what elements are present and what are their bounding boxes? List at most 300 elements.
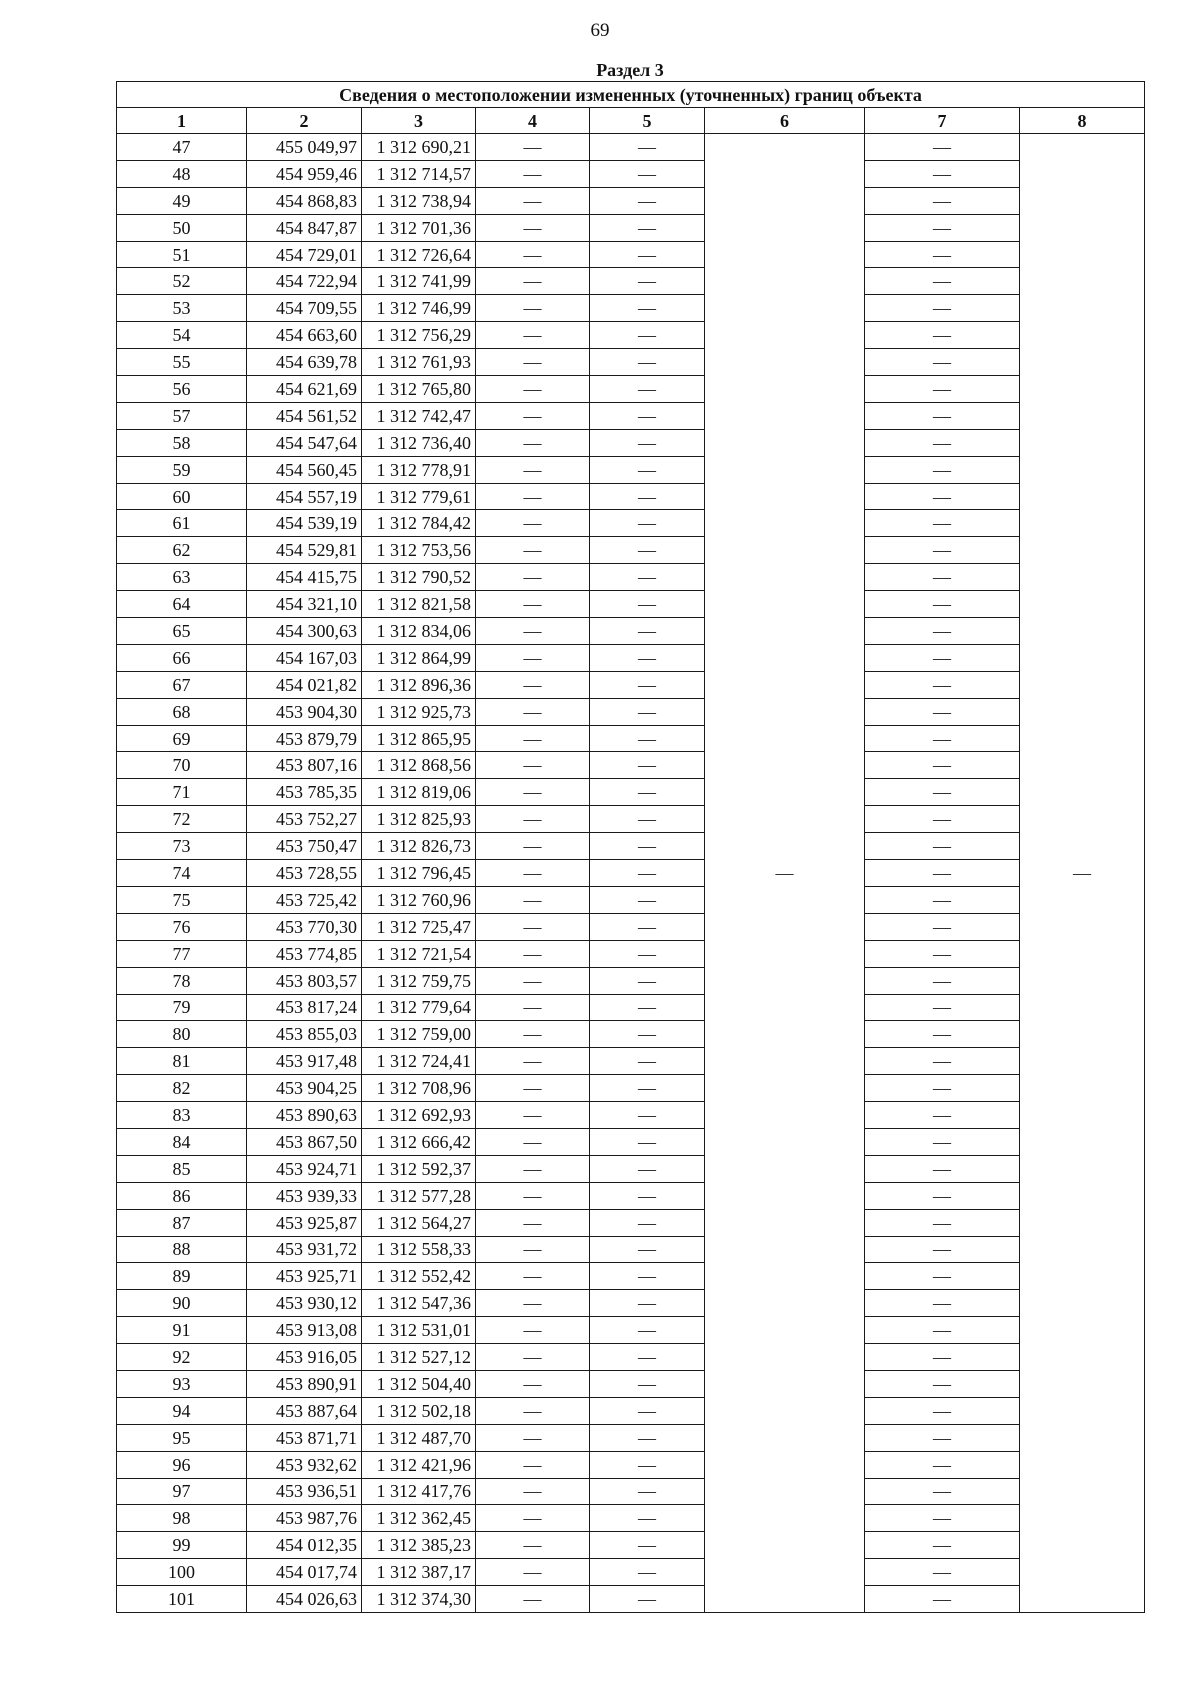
col4-dash-cell: — <box>476 134 590 161</box>
col4-dash-cell: — <box>476 564 590 591</box>
column-header: 2 <box>247 108 362 134</box>
col4-dash-cell: — <box>476 160 590 187</box>
point-number-cell: 99 <box>117 1532 247 1559</box>
col5-dash-cell: — <box>590 134 705 161</box>
col5-dash-cell: — <box>590 1102 705 1129</box>
col7-dash-cell: — <box>865 214 1020 241</box>
point-number-cell: 78 <box>117 967 247 994</box>
point-number-cell: 98 <box>117 1505 247 1532</box>
col5-dash-cell: — <box>590 1021 705 1048</box>
table-row <box>117 1559 1145 1586</box>
x-coordinate-cell: 454 017,74 <box>247 1559 362 1586</box>
table-row <box>117 429 1145 456</box>
point-number-cell: 83 <box>117 1102 247 1129</box>
col5-dash-cell: — <box>590 940 705 967</box>
col7-dash-cell: — <box>865 1182 1020 1209</box>
y-coordinate-cell: 1 312 385,23 <box>362 1532 476 1559</box>
col4-dash-cell: — <box>476 644 590 671</box>
point-number-cell: 56 <box>117 376 247 403</box>
point-number-cell: 51 <box>117 241 247 268</box>
col4-dash-cell: — <box>476 1532 590 1559</box>
col5-dash-cell: — <box>590 1370 705 1397</box>
page-number: 69 <box>590 20 610 41</box>
table-row <box>117 725 1145 752</box>
col4-dash-cell: — <box>476 1102 590 1129</box>
col4-dash-cell: — <box>476 618 590 645</box>
col7-dash-cell: — <box>865 322 1020 349</box>
col5-dash-cell: — <box>590 456 705 483</box>
table-row <box>117 1317 1145 1344</box>
col4-dash-cell: — <box>476 994 590 1021</box>
point-number-cell: 71 <box>117 779 247 806</box>
x-coordinate-cell: 454 026,63 <box>247 1586 362 1613</box>
y-coordinate-cell: 1 312 826,73 <box>362 833 476 860</box>
col5-dash-cell: — <box>590 1451 705 1478</box>
point-number-cell: 100 <box>117 1559 247 1586</box>
col5-dash-cell: — <box>590 644 705 671</box>
x-coordinate-cell: 453 725,42 <box>247 886 362 913</box>
x-coordinate-cell: 454 959,46 <box>247 160 362 187</box>
col5-dash-cell: — <box>590 994 705 1021</box>
col5-dash-cell: — <box>590 1424 705 1451</box>
point-number-cell: 96 <box>117 1451 247 1478</box>
col4-dash-cell: — <box>476 1344 590 1371</box>
point-number-cell: 94 <box>117 1397 247 1424</box>
x-coordinate-cell: 453 879,79 <box>247 725 362 752</box>
y-coordinate-cell: 1 312 502,18 <box>362 1397 476 1424</box>
col5-dash-cell: — <box>590 752 705 779</box>
point-number-cell: 85 <box>117 1155 247 1182</box>
col7-dash-cell: — <box>865 671 1020 698</box>
col5-dash-cell: — <box>590 537 705 564</box>
table-row <box>117 1236 1145 1263</box>
point-number-cell: 91 <box>117 1317 247 1344</box>
col7-dash-cell: — <box>865 1209 1020 1236</box>
table-row <box>117 1128 1145 1155</box>
section-title: Раздел 3 <box>596 60 664 80</box>
table-row <box>117 483 1145 510</box>
column-header: 4 <box>476 108 590 134</box>
col4-dash-cell: — <box>476 671 590 698</box>
col6-merged-cell: — <box>705 134 865 1613</box>
table-row <box>117 1532 1145 1559</box>
y-coordinate-cell: 1 312 738,94 <box>362 187 476 214</box>
y-coordinate-cell: 1 312 779,61 <box>362 483 476 510</box>
table-row <box>117 591 1145 618</box>
point-number-cell: 77 <box>117 940 247 967</box>
table-row <box>117 537 1145 564</box>
point-number-cell: 62 <box>117 537 247 564</box>
col5-dash-cell: — <box>590 402 705 429</box>
col5-dash-cell: — <box>590 241 705 268</box>
y-coordinate-cell: 1 312 825,93 <box>362 806 476 833</box>
col5-dash-cell: — <box>590 618 705 645</box>
col7-dash-cell: — <box>865 752 1020 779</box>
col7-dash-cell: — <box>865 429 1020 456</box>
coordinates-table <box>116 81 1145 1613</box>
col7-dash-cell: — <box>865 241 1020 268</box>
table-row <box>117 644 1145 671</box>
x-coordinate-cell: 454 847,87 <box>247 214 362 241</box>
col7-dash-cell: — <box>865 1128 1020 1155</box>
table-row <box>117 1586 1145 1613</box>
col5-dash-cell: — <box>590 1209 705 1236</box>
table-row <box>117 241 1145 268</box>
col4-dash-cell: — <box>476 833 590 860</box>
x-coordinate-cell: 453 728,55 <box>247 860 362 887</box>
col4-dash-cell: — <box>476 1317 590 1344</box>
x-coordinate-cell: 453 936,51 <box>247 1478 362 1505</box>
col7-dash-cell: — <box>865 644 1020 671</box>
col4-dash-cell: — <box>476 913 590 940</box>
table-row <box>117 510 1145 537</box>
point-number-cell: 63 <box>117 564 247 591</box>
col5-dash-cell: — <box>590 1075 705 1102</box>
col4-dash-cell: — <box>476 214 590 241</box>
table-row <box>117 698 1145 725</box>
col4-dash-cell: — <box>476 1155 590 1182</box>
point-number-cell: 80 <box>117 1021 247 1048</box>
point-number-cell: 73 <box>117 833 247 860</box>
col7-dash-cell: — <box>865 1370 1020 1397</box>
table-row <box>117 671 1145 698</box>
y-coordinate-cell: 1 312 725,47 <box>362 913 476 940</box>
y-coordinate-cell: 1 312 741,99 <box>362 268 476 295</box>
table-row <box>117 833 1145 860</box>
x-coordinate-cell: 454 167,03 <box>247 644 362 671</box>
column-header: 7 <box>865 108 1020 134</box>
col5-dash-cell: — <box>590 349 705 376</box>
table-row <box>117 752 1145 779</box>
x-coordinate-cell: 454 561,52 <box>247 402 362 429</box>
col7-dash-cell: — <box>865 698 1020 725</box>
y-coordinate-cell: 1 312 714,57 <box>362 160 476 187</box>
y-coordinate-cell: 1 312 690,21 <box>362 134 476 161</box>
table-row <box>117 940 1145 967</box>
column-header: 3 <box>362 108 476 134</box>
y-coordinate-cell: 1 312 865,95 <box>362 725 476 752</box>
point-number-cell: 90 <box>117 1290 247 1317</box>
x-coordinate-cell: 454 868,83 <box>247 187 362 214</box>
x-coordinate-cell: 453 890,91 <box>247 1370 362 1397</box>
col5-dash-cell: — <box>590 268 705 295</box>
col7-dash-cell: — <box>865 349 1020 376</box>
y-coordinate-cell: 1 312 756,29 <box>362 322 476 349</box>
col5-dash-cell: — <box>590 967 705 994</box>
col4-dash-cell: — <box>476 402 590 429</box>
table-title-row <box>117 82 1145 108</box>
x-coordinate-cell: 453 774,85 <box>247 940 362 967</box>
col7-dash-cell: — <box>865 510 1020 537</box>
col4-dash-cell: — <box>476 1451 590 1478</box>
point-number-cell: 49 <box>117 187 247 214</box>
table-row <box>117 1424 1145 1451</box>
col5-dash-cell: — <box>590 779 705 806</box>
y-coordinate-cell: 1 312 736,40 <box>362 429 476 456</box>
col7-dash-cell: — <box>865 187 1020 214</box>
col4-dash-cell: — <box>476 725 590 752</box>
col4-dash-cell: — <box>476 1182 590 1209</box>
col5-dash-cell: — <box>590 806 705 833</box>
col4-dash-cell: — <box>476 1075 590 1102</box>
y-coordinate-cell: 1 312 577,28 <box>362 1182 476 1209</box>
col4-dash-cell: — <box>476 779 590 806</box>
x-coordinate-cell: 453 916,05 <box>247 1344 362 1371</box>
point-number-cell: 81 <box>117 1048 247 1075</box>
y-coordinate-cell: 1 312 864,99 <box>362 644 476 671</box>
table-row <box>117 456 1145 483</box>
col5-dash-cell: — <box>590 376 705 403</box>
col4-dash-cell: — <box>476 429 590 456</box>
x-coordinate-cell: 453 904,30 <box>247 698 362 725</box>
point-number-cell: 60 <box>117 483 247 510</box>
y-coordinate-cell: 1 312 374,30 <box>362 1586 476 1613</box>
column-header: 1 <box>117 108 247 134</box>
x-coordinate-cell: 454 300,63 <box>247 618 362 645</box>
x-coordinate-cell: 453 904,25 <box>247 1075 362 1102</box>
col5-dash-cell: — <box>590 187 705 214</box>
col5-dash-cell: — <box>590 1263 705 1290</box>
y-coordinate-cell: 1 312 592,37 <box>362 1155 476 1182</box>
col5-dash-cell: — <box>590 1505 705 1532</box>
col5-dash-cell: — <box>590 1317 705 1344</box>
y-coordinate-cell: 1 312 666,42 <box>362 1128 476 1155</box>
x-coordinate-cell: 453 770,30 <box>247 913 362 940</box>
col7-dash-cell: — <box>865 1559 1020 1586</box>
col7-dash-cell: — <box>865 1263 1020 1290</box>
col5-dash-cell: — <box>590 1155 705 1182</box>
col7-dash-cell: — <box>865 779 1020 806</box>
table-row <box>117 1102 1145 1129</box>
col7-dash-cell: — <box>865 1478 1020 1505</box>
col7-dash-cell: — <box>865 913 1020 940</box>
point-number-cell: 86 <box>117 1182 247 1209</box>
x-coordinate-cell: 454 012,35 <box>247 1532 362 1559</box>
col5-dash-cell: — <box>590 564 705 591</box>
point-number-cell: 57 <box>117 402 247 429</box>
point-number-cell: 55 <box>117 349 247 376</box>
point-number-cell: 65 <box>117 618 247 645</box>
y-coordinate-cell: 1 312 487,70 <box>362 1424 476 1451</box>
table-row <box>117 564 1145 591</box>
col4-dash-cell: — <box>476 456 590 483</box>
x-coordinate-cell: 453 931,72 <box>247 1236 362 1263</box>
y-coordinate-cell: 1 312 784,42 <box>362 510 476 537</box>
col7-dash-cell: — <box>865 886 1020 913</box>
col5-dash-cell: — <box>590 1559 705 1586</box>
y-coordinate-cell: 1 312 761,93 <box>362 349 476 376</box>
col4-dash-cell: — <box>476 537 590 564</box>
y-coordinate-cell: 1 312 547,36 <box>362 1290 476 1317</box>
point-number-cell: 47 <box>117 134 247 161</box>
x-coordinate-cell: 454 529,81 <box>247 537 362 564</box>
col4-dash-cell: — <box>476 349 590 376</box>
point-number-cell: 93 <box>117 1370 247 1397</box>
y-coordinate-cell: 1 312 896,36 <box>362 671 476 698</box>
point-number-cell: 64 <box>117 591 247 618</box>
y-coordinate-cell: 1 312 417,76 <box>362 1478 476 1505</box>
y-coordinate-cell: 1 312 531,01 <box>362 1317 476 1344</box>
y-coordinate-cell: 1 312 504,40 <box>362 1370 476 1397</box>
x-coordinate-cell: 453 817,24 <box>247 994 362 1021</box>
y-coordinate-cell: 1 312 759,00 <box>362 1021 476 1048</box>
col4-dash-cell: — <box>476 1290 590 1317</box>
y-coordinate-cell: 1 312 362,45 <box>362 1505 476 1532</box>
point-number-cell: 66 <box>117 644 247 671</box>
col7-dash-cell: — <box>865 1397 1020 1424</box>
col5-dash-cell: — <box>590 214 705 241</box>
col7-dash-cell: — <box>865 994 1020 1021</box>
col7-dash-cell: — <box>865 860 1020 887</box>
col4-dash-cell: — <box>476 510 590 537</box>
table-row <box>117 1290 1145 1317</box>
y-coordinate-cell: 1 312 796,45 <box>362 860 476 887</box>
x-coordinate-cell: 454 560,45 <box>247 456 362 483</box>
col4-dash-cell: — <box>476 698 590 725</box>
x-coordinate-cell: 453 871,71 <box>247 1424 362 1451</box>
col5-dash-cell: — <box>590 860 705 887</box>
point-number-cell: 87 <box>117 1209 247 1236</box>
x-coordinate-cell: 454 722,94 <box>247 268 362 295</box>
x-coordinate-cell: 453 987,76 <box>247 1505 362 1532</box>
y-coordinate-cell: 1 312 819,06 <box>362 779 476 806</box>
x-coordinate-cell: 453 887,64 <box>247 1397 362 1424</box>
table-row <box>117 779 1145 806</box>
col4-dash-cell: — <box>476 1397 590 1424</box>
point-number-cell: 54 <box>117 322 247 349</box>
point-number-cell: 61 <box>117 510 247 537</box>
y-coordinate-cell: 1 312 708,96 <box>362 1075 476 1102</box>
col7-dash-cell: — <box>865 618 1020 645</box>
x-coordinate-cell: 453 752,27 <box>247 806 362 833</box>
table-row <box>117 1370 1145 1397</box>
x-coordinate-cell: 453 939,33 <box>247 1182 362 1209</box>
table-row <box>117 1155 1145 1182</box>
column-header: 8 <box>1020 108 1145 134</box>
x-coordinate-cell: 454 621,69 <box>247 376 362 403</box>
table-row <box>117 1209 1145 1236</box>
col4-dash-cell: — <box>476 752 590 779</box>
x-coordinate-cell: 453 890,63 <box>247 1102 362 1129</box>
x-coordinate-cell: 453 807,16 <box>247 752 362 779</box>
table-row <box>117 402 1145 429</box>
point-number-cell: 88 <box>117 1236 247 1263</box>
col7-dash-cell: — <box>865 537 1020 564</box>
y-coordinate-cell: 1 312 925,73 <box>362 698 476 725</box>
table-row <box>117 134 1145 161</box>
point-number-cell: 68 <box>117 698 247 725</box>
point-number-cell: 97 <box>117 1478 247 1505</box>
x-coordinate-cell: 454 021,82 <box>247 671 362 698</box>
x-coordinate-cell: 453 867,50 <box>247 1128 362 1155</box>
x-coordinate-cell: 454 639,78 <box>247 349 362 376</box>
col4-dash-cell: — <box>476 1586 590 1613</box>
col4-dash-cell: — <box>476 1424 590 1451</box>
point-number-cell: 69 <box>117 725 247 752</box>
y-coordinate-cell: 1 312 779,64 <box>362 994 476 1021</box>
col4-dash-cell: — <box>476 940 590 967</box>
col7-dash-cell: — <box>865 483 1020 510</box>
col7-dash-cell: — <box>865 1075 1020 1102</box>
point-number-cell: 52 <box>117 268 247 295</box>
point-number-cell: 82 <box>117 1075 247 1102</box>
table-row <box>117 1344 1145 1371</box>
y-coordinate-cell: 1 312 558,33 <box>362 1236 476 1263</box>
point-number-cell: 95 <box>117 1424 247 1451</box>
col7-dash-cell: — <box>865 1532 1020 1559</box>
y-coordinate-cell: 1 312 760,96 <box>362 886 476 913</box>
x-coordinate-cell: 454 663,60 <box>247 322 362 349</box>
col7-dash-cell: — <box>865 1048 1020 1075</box>
col5-dash-cell: — <box>590 1478 705 1505</box>
col4-dash-cell: — <box>476 1559 590 1586</box>
col4-dash-cell: — <box>476 1505 590 1532</box>
col7-dash-cell: — <box>865 940 1020 967</box>
y-coordinate-cell: 1 312 868,56 <box>362 752 476 779</box>
col4-dash-cell: — <box>476 806 590 833</box>
col4-dash-cell: — <box>476 1021 590 1048</box>
column-header: 6 <box>705 108 865 134</box>
x-coordinate-cell: 454 415,75 <box>247 564 362 591</box>
x-coordinate-cell: 453 917,48 <box>247 1048 362 1075</box>
col4-dash-cell: — <box>476 886 590 913</box>
table-row <box>117 376 1145 403</box>
x-coordinate-cell: 453 930,12 <box>247 1290 362 1317</box>
col5-dash-cell: — <box>590 1397 705 1424</box>
table-row <box>117 886 1145 913</box>
point-number-cell: 67 <box>117 671 247 698</box>
col7-dash-cell: — <box>865 1021 1020 1048</box>
col5-dash-cell: — <box>590 725 705 752</box>
col4-dash-cell: — <box>476 376 590 403</box>
x-coordinate-cell: 454 547,64 <box>247 429 362 456</box>
col5-dash-cell: — <box>590 1344 705 1371</box>
table-row <box>117 1021 1145 1048</box>
col5-dash-cell: — <box>590 591 705 618</box>
x-coordinate-cell: 454 729,01 <box>247 241 362 268</box>
col5-dash-cell: — <box>590 833 705 860</box>
table-title: Сведения о местоположении измененных (уточненных) границ объекта <box>117 82 1145 108</box>
col5-dash-cell: — <box>590 510 705 537</box>
point-number-cell: 48 <box>117 160 247 187</box>
point-number-cell: 89 <box>117 1263 247 1290</box>
col4-dash-cell: — <box>476 591 590 618</box>
table-row <box>117 1478 1145 1505</box>
col5-dash-cell: — <box>590 483 705 510</box>
table-row <box>117 618 1145 645</box>
col4-dash-cell: — <box>476 1236 590 1263</box>
col7-dash-cell: — <box>865 967 1020 994</box>
point-number-cell: 74 <box>117 860 247 887</box>
col5-dash-cell: — <box>590 913 705 940</box>
point-number-cell: 70 <box>117 752 247 779</box>
y-coordinate-cell: 1 312 724,41 <box>362 1048 476 1075</box>
y-coordinate-cell: 1 312 834,06 <box>362 618 476 645</box>
col4-dash-cell: — <box>476 1478 590 1505</box>
table-row <box>117 1048 1145 1075</box>
x-coordinate-cell: 453 924,71 <box>247 1155 362 1182</box>
col4-dash-cell: — <box>476 1263 590 1290</box>
table-row <box>117 160 1145 187</box>
x-coordinate-cell: 455 049,97 <box>247 134 362 161</box>
x-coordinate-cell: 453 855,03 <box>247 1021 362 1048</box>
table-row <box>117 1451 1145 1478</box>
col4-dash-cell: — <box>476 295 590 322</box>
y-coordinate-cell: 1 312 742,47 <box>362 402 476 429</box>
col7-dash-cell: — <box>865 376 1020 403</box>
col4-dash-cell: — <box>476 322 590 349</box>
col4-dash-cell: — <box>476 860 590 887</box>
